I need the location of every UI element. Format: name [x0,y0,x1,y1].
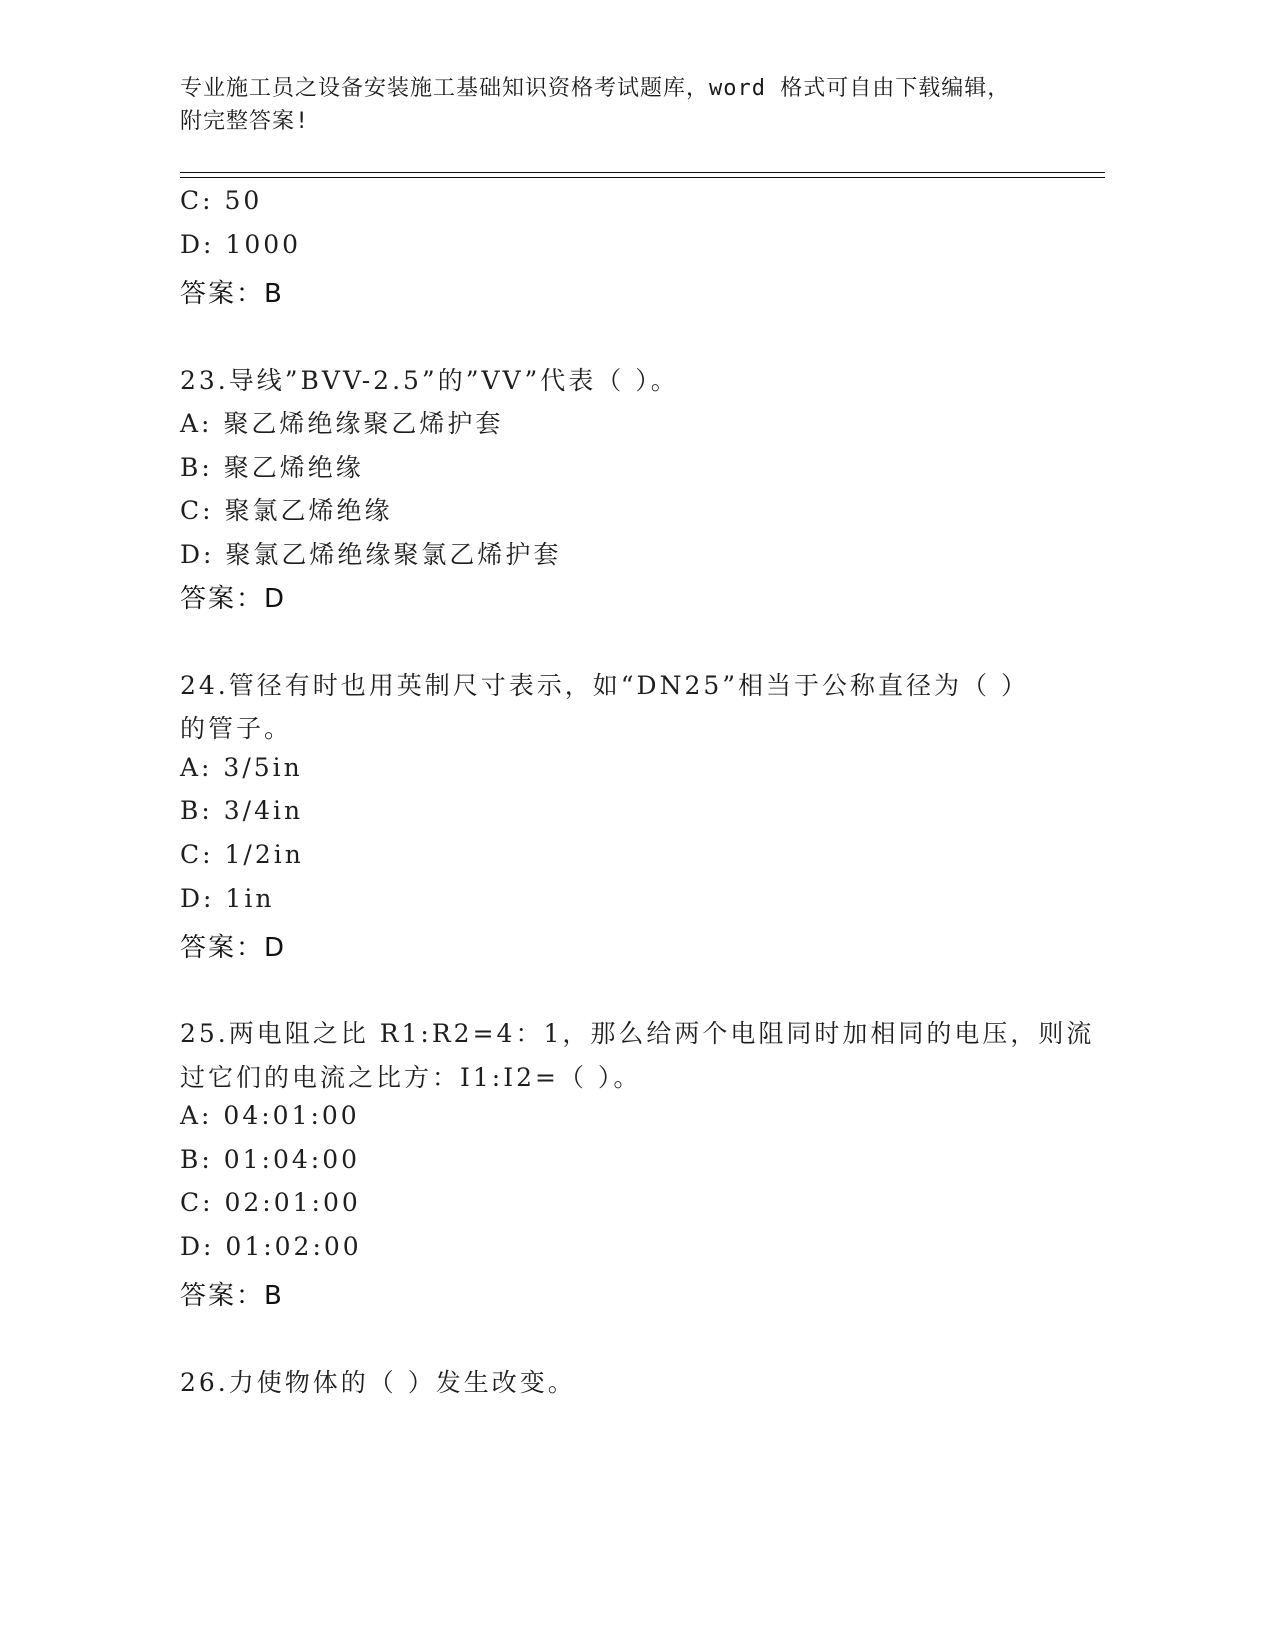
question-23-option-d: D: 聚氯乙烯绝缘聚氯乙烯护套 [180,540,562,569]
question-24-option-d: D: 1in [180,884,275,913]
question-25-option-b: B: 01:04:00 [180,1145,361,1174]
document-header [180,72,1080,138]
question-25-option-c: C: 02:01:00 [180,1188,361,1217]
question-25-stem-line-1: 25.两电阻之比 R1:R2=4：1，那么给两个电阻同时加相同的电压，则流 [180,1019,1095,1048]
question-24-answer: 答案：D [180,933,287,963]
prev-option-d: D: 1000 [180,230,302,259]
header-divider-bottom [180,177,1105,178]
question-23-option-c: C: 聚氯乙烯绝缘 [180,496,393,525]
question-25-answer: 答案：B [180,1281,284,1311]
question-23-answer: 答案：D [180,584,287,614]
question-23-option-b: B: 聚乙烯绝缘 [180,453,364,482]
header-line-2: 附完整答案! [180,109,310,134]
question-24-stem-line-1: 24.管径有时也用英制尺寸表示，如“DN25”相当于公称直径为（ ） [180,671,1029,700]
question-23-stem: 23.导线”BVV-2.5”的”VV”代表（ ）。 [180,366,679,395]
question-24-stem-line-2: 的管子。 [180,714,293,743]
question-25-option-d: D: 01:02:00 [180,1232,362,1261]
question-24-option-c: C: 1/2in [180,840,304,869]
header-divider-top [180,172,1105,173]
question-26-stem: 26.力使物体的（ ）发生改变。 [180,1368,576,1397]
question-25-stem-line-2: 过它们的电流之比方：I1:I2=（ ）。 [180,1063,642,1092]
prev-option-c: C: 50 [180,186,263,215]
question-24-option-b: B: 3/4in [180,796,304,825]
question-23-option-a: A: 聚乙烯绝缘聚乙烯护套 [180,409,504,438]
prev-answer: 答案：B [180,279,284,309]
question-24-option-a: A: 3/5in [180,753,303,782]
header-line-1: 专业施工员之设备安装施工基础知识资格考试题库，word 格式可自由下载编辑， [180,76,1011,101]
question-25-option-a: A: 04:01:00 [180,1101,360,1130]
